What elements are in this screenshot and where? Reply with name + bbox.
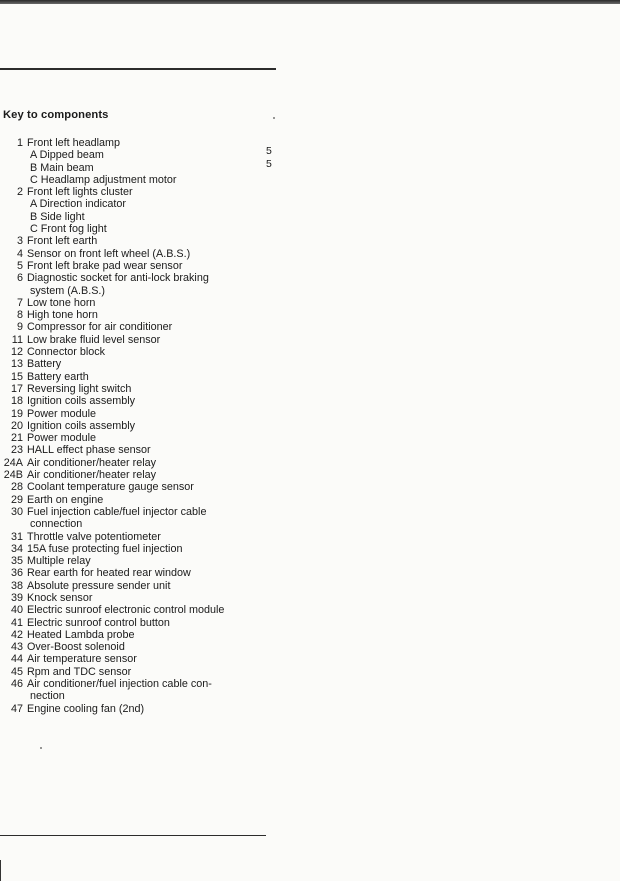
component-number: 21 — [10, 432, 23, 445]
page-edge-mark — [0, 860, 1, 881]
component-label: 15A fuse protecting fuel injection — [27, 542, 183, 555]
scan-speck — [40, 747, 42, 749]
component-label: Coolant temperature gauge sensor — [27, 481, 194, 494]
component-label: Air conditioner/heater relay — [27, 469, 157, 482]
component-label: Ignition coils assembly — [27, 419, 136, 432]
component-row — [0, 198, 270, 210]
component-number: 47 — [10, 702, 23, 715]
component-row — [0, 383, 270, 395]
component-label: Electric sunroof electronic control module — [27, 604, 225, 617]
component-label: Heated Lambda probe — [27, 628, 135, 641]
component-number: 44 — [10, 653, 23, 666]
component-number: 23 — [10, 444, 23, 457]
component-number — [0, 690, 27, 702]
component-row — [0, 617, 270, 629]
component-row — [0, 235, 270, 247]
component-number — [0, 285, 27, 297]
component-number: 7 — [16, 296, 23, 309]
component-row — [0, 629, 270, 641]
component-number: 8 — [16, 309, 23, 322]
component-number: 5 — [16, 259, 23, 272]
component-number: 19 — [10, 407, 23, 420]
component-number: 30 — [10, 505, 23, 518]
component-row — [0, 531, 270, 543]
component-row — [0, 358, 270, 370]
component-row — [0, 506, 270, 518]
component-number: 34 — [10, 542, 23, 555]
component-row — [0, 543, 270, 555]
component-label: nection — [30, 690, 65, 703]
component-row — [0, 703, 270, 715]
component-label: Diagnostic socket for anti-lock braking — [27, 272, 209, 285]
scan-speck — [273, 117, 275, 119]
component-label: Compressor for air conditioner — [27, 321, 173, 334]
component-number — [0, 211, 27, 223]
component-row — [0, 494, 270, 506]
component-row — [0, 260, 270, 272]
component-row — [0, 309, 270, 321]
component-row — [0, 174, 270, 186]
component-label: Rpm and TDC sensor — [27, 665, 132, 678]
component-label: Reversing light switch — [27, 382, 132, 395]
component-label: A Dipped beam — [30, 149, 104, 162]
component-number — [0, 223, 27, 235]
component-number: 46 — [10, 678, 23, 691]
component-number: 28 — [10, 481, 23, 494]
component-number — [0, 518, 27, 530]
component-number: 24A — [3, 456, 23, 469]
component-number: 13 — [10, 358, 23, 371]
component-number: 3 — [16, 235, 23, 248]
component-label: Over-Boost solenoid — [27, 641, 125, 654]
component-number: 2 — [16, 186, 23, 199]
component-number: 20 — [10, 419, 23, 432]
component-number: 9 — [16, 321, 23, 334]
component-number: 40 — [10, 604, 23, 617]
component-label: Multiple relay — [27, 555, 91, 568]
component-row — [0, 211, 270, 223]
component-label: Power module — [27, 407, 97, 420]
component-number: 29 — [10, 493, 23, 506]
component-number: 12 — [10, 346, 23, 359]
component-label: A Direction indicator — [30, 198, 127, 211]
component-label: Electric sunroof control button — [27, 616, 170, 629]
component-number — [0, 162, 27, 174]
component-label: system (A.B.S.) — [30, 284, 105, 297]
component-label: Battery earth — [27, 370, 89, 383]
component-row — [0, 469, 270, 481]
component-number: 15 — [10, 370, 23, 383]
component-row — [0, 223, 270, 235]
key-heading: Key to components — [3, 109, 109, 121]
component-row — [0, 297, 270, 309]
component-number: 1 — [16, 137, 23, 149]
component-row — [0, 481, 270, 493]
component-label: Air conditioner/fuel injection cable con- — [27, 678, 212, 691]
component-number — [0, 149, 27, 161]
component-row — [0, 371, 270, 383]
top-border-rule — [0, 0, 620, 4]
component-row — [0, 567, 270, 579]
component-label: Connector block — [27, 346, 106, 359]
component-label: Front left brake pad wear sensor — [27, 259, 183, 272]
component-label: HALL effect phase sensor — [27, 444, 151, 457]
component-number: 18 — [10, 395, 23, 408]
component-row — [0, 592, 270, 604]
component-row — [0, 690, 270, 702]
section-divider-rule — [0, 68, 276, 70]
component-label: Knock sensor — [27, 591, 93, 604]
component-row — [0, 444, 270, 456]
component-label: Front left headlamp — [27, 137, 121, 149]
component-row — [0, 149, 270, 161]
component-row — [0, 518, 270, 530]
component-label: Battery — [27, 358, 62, 371]
component-label: Ignition coils assembly — [27, 395, 136, 408]
component-row — [0, 272, 270, 284]
component-label: Low tone horn — [27, 296, 96, 309]
component-label: Front left lights cluster — [27, 186, 133, 199]
component-label: C Front fog light — [30, 223, 107, 236]
component-row — [0, 580, 270, 592]
component-row — [0, 186, 270, 198]
component-row — [0, 666, 270, 678]
component-row — [0, 395, 270, 407]
component-number: 24B — [3, 469, 23, 482]
component-row — [0, 321, 270, 333]
component-label: B Main beam — [30, 161, 94, 174]
component-label: Air conditioner/heater relay — [27, 456, 157, 469]
component-row — [0, 334, 270, 346]
bottom-divider-rule — [0, 835, 266, 836]
component-row — [0, 604, 270, 616]
component-row — [0, 420, 270, 432]
component-row — [0, 641, 270, 653]
component-number: 41 — [10, 616, 23, 629]
component-number: 45 — [10, 665, 23, 678]
component-number: 43 — [10, 641, 23, 654]
component-row — [0, 285, 270, 297]
component-label: Throttle valve potentiometer — [27, 530, 161, 543]
component-number: 42 — [10, 628, 23, 641]
component-label: Low brake fluid level sensor — [27, 333, 161, 346]
component-number: 35 — [10, 555, 23, 568]
component-number: 38 — [10, 579, 23, 592]
component-row — [0, 432, 270, 444]
component-number: 39 — [10, 591, 23, 604]
component-number — [0, 174, 27, 186]
component-number — [0, 198, 27, 210]
component-list — [0, 137, 270, 715]
component-label: Rear earth for heated rear window — [27, 567, 191, 580]
component-label: C Headlamp adjustment motor — [30, 173, 177, 186]
component-label: Engine cooling fan (2nd) — [27, 702, 145, 715]
component-label: Earth on engine — [27, 493, 104, 506]
component-label: High tone horn — [27, 309, 98, 322]
component-row — [0, 346, 270, 358]
component-label: connection — [30, 518, 83, 531]
component-label: Absolute pressure sender unit — [27, 579, 171, 592]
component-label: Fuel injection cable/fuel injector cable — [27, 505, 207, 518]
component-number: 11 — [11, 333, 23, 346]
component-label: Power module — [27, 432, 97, 445]
component-row — [0, 653, 270, 665]
component-row — [0, 408, 270, 420]
component-number: 36 — [10, 567, 23, 580]
component-row — [0, 457, 270, 469]
component-number: 31 — [10, 530, 23, 543]
component-number: 17 — [10, 382, 23, 395]
margin-note: 5 — [266, 145, 272, 157]
component-label: Air temperature sensor — [27, 653, 137, 666]
component-row — [0, 162, 270, 174]
component-number: 6 — [16, 272, 23, 285]
component-label: B Side light — [30, 210, 85, 223]
component-row — [0, 248, 270, 260]
component-label: Front left earth — [27, 235, 98, 248]
component-number: 4 — [16, 247, 23, 260]
component-row — [0, 555, 270, 567]
component-row — [0, 678, 270, 690]
component-label: Sensor on front left wheel (A.B.S.) — [27, 247, 191, 260]
margin-note: 5 — [266, 158, 272, 170]
component-row — [0, 137, 270, 149]
